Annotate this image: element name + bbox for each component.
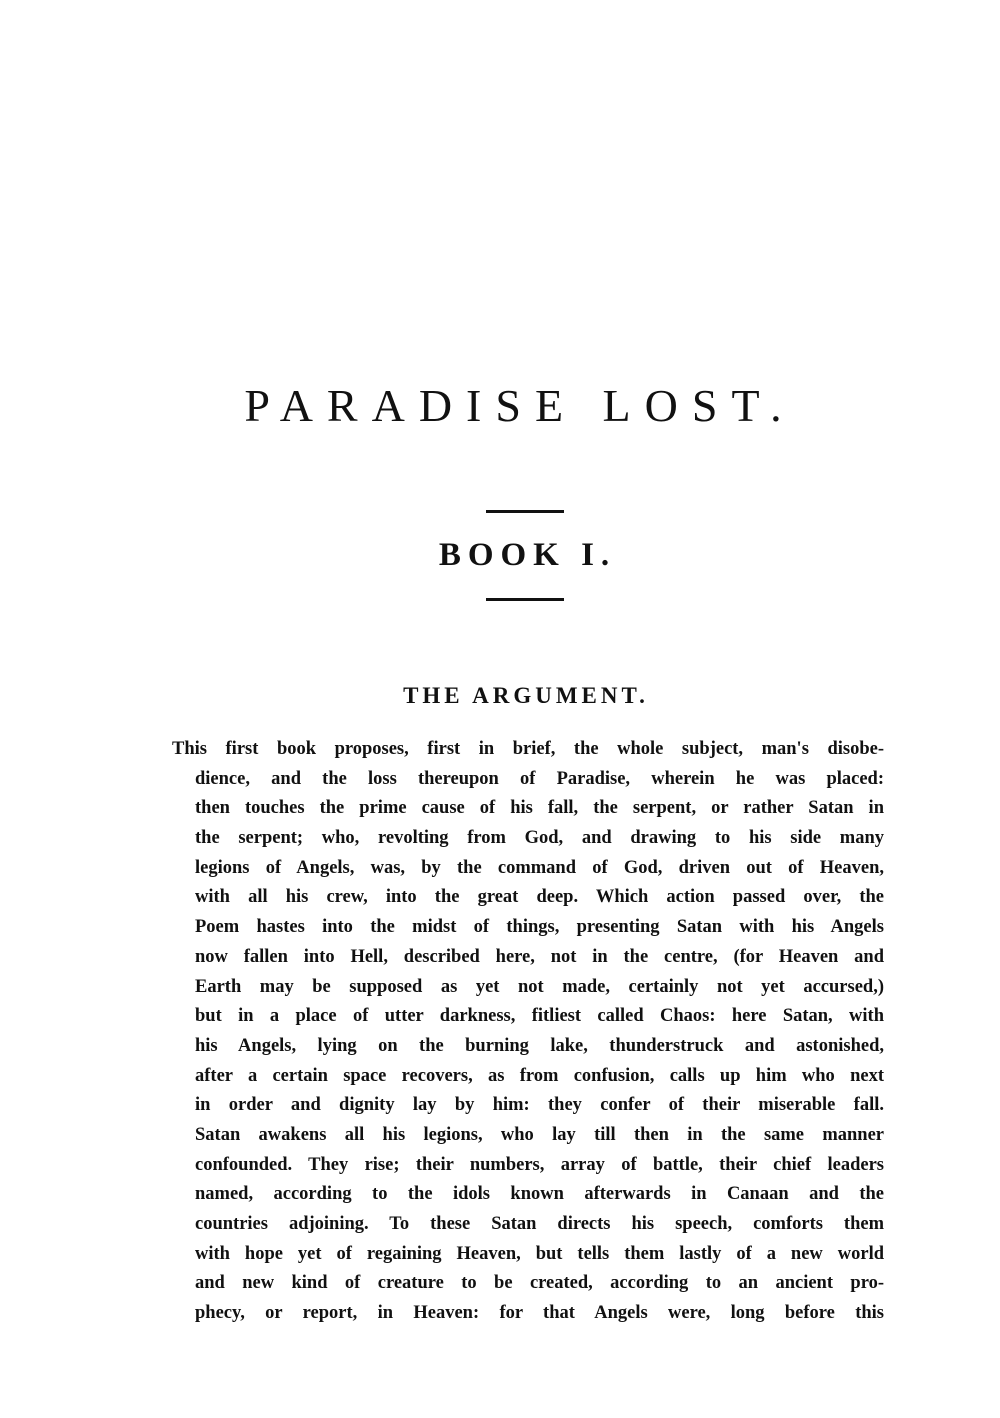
divider-rule-top (486, 510, 564, 513)
argument-heading: THE ARGUMENT. (403, 683, 649, 708)
book-heading: BOOK I. (438, 537, 617, 573)
argument-line: countries adjoining. To these Satan directs his speech, comforts them (195, 1214, 884, 1234)
argument-line: in order and dignity lay by him: they confer of their miserable fall. (195, 1095, 884, 1116)
argument-line: legions of Angels, was, by the command of God, driven out of Heaven, (195, 857, 884, 878)
argument-line: after a certain space recovers, as from confusion, calls up him who next (195, 1065, 884, 1086)
argument-line: now fallen into Hell, described here, not in the centre, (for Heaven and (195, 946, 884, 967)
argument-line: named, according to the idols known afterwards in Canaan and the (195, 1184, 884, 1205)
argument-line: with all his crew, into the great deep. Which action passed over, the (195, 887, 884, 908)
divider-rule-bottom (486, 598, 564, 601)
argument-line: and new kind of creature to be created, according to an ancient pro- (195, 1273, 884, 1294)
argument-line: Poem hastes into the midst of things, presenting Satan with his Angels (195, 917, 884, 938)
argument-line: then touches the prime cause of his fall, the serpent, or rather Satan in (195, 798, 884, 819)
argument-line: Earth may be supposed as yet not made, certainly not yet accursed,) (195, 976, 884, 997)
argument-line: This first book proposes, first in brief, the whole subject, man's disobe- (172, 739, 884, 759)
argument-line: but in a place of utter darkness, fitliest called Chaos: here Satan, with (195, 1006, 884, 1027)
argument-line: phecy, or report, in Heaven: for that Angels were, long before this (195, 1303, 884, 1324)
argument-line: the serpent; who, revolting from God, and drawing to his side many (195, 828, 884, 849)
argument-line: with hope yet of regaining Heaven, but tells them lastly of a new world (195, 1243, 884, 1264)
argument-line: dience, and the loss thereupon of Paradise, wherein he was placed: (195, 768, 884, 789)
argument-paragraph (172, 735, 884, 1329)
argument-line: confounded. They rise; their numbers, array of battle, their chief leaders (195, 1154, 884, 1175)
page-title: PARADISE LOST. (244, 380, 796, 431)
argument-line: Satan awakens all his legions, who lay till then in the same manner (195, 1124, 884, 1145)
argument-line: his Angels, lying on the burning lake, thunderstruck and astonished, (195, 1035, 884, 1056)
